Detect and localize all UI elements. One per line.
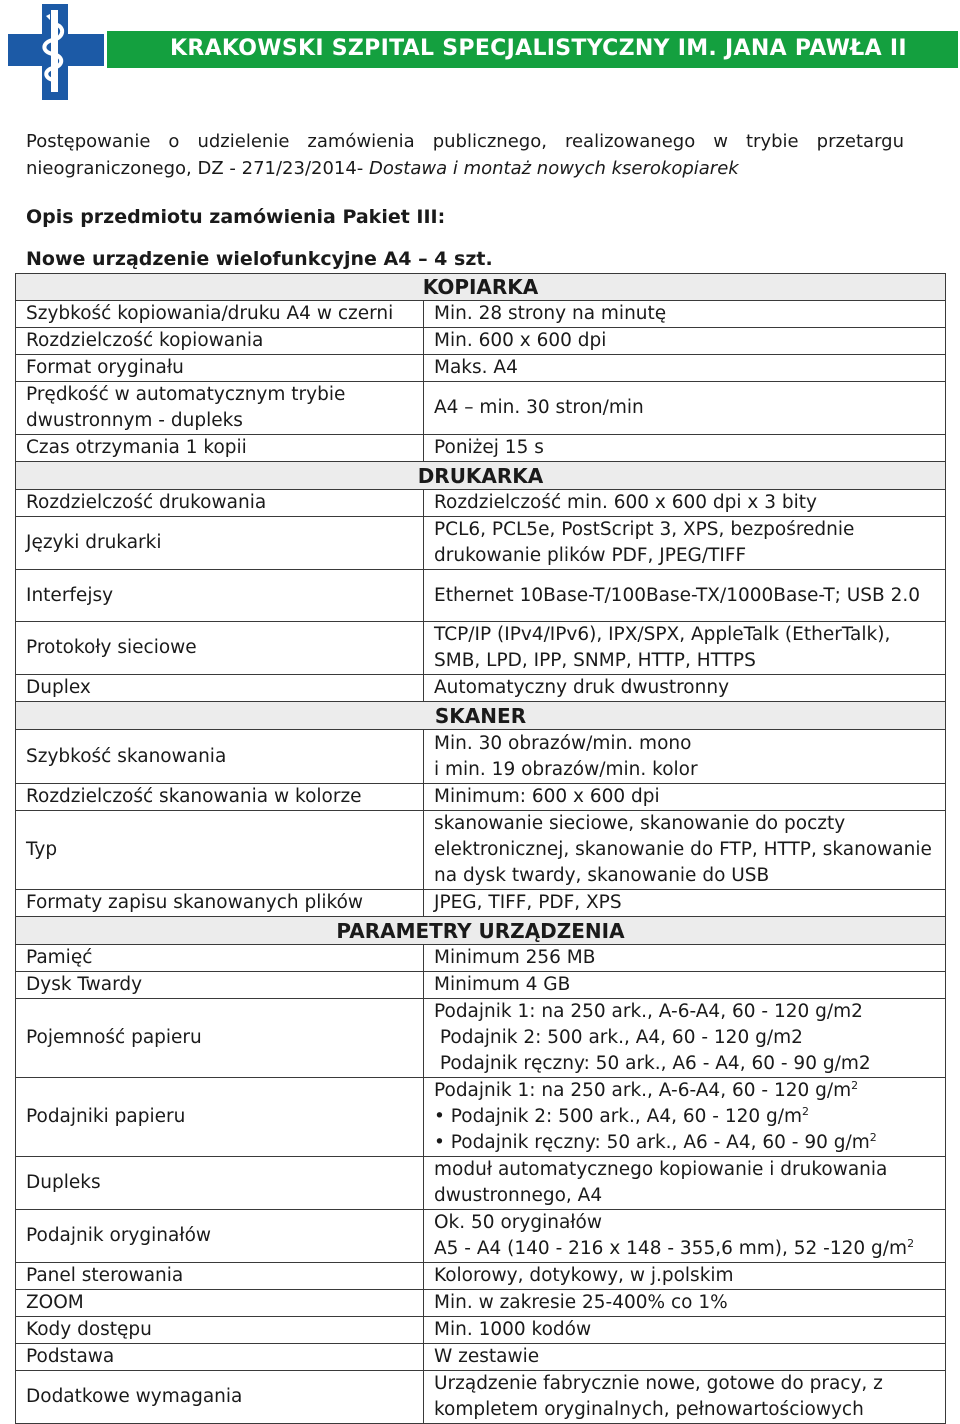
spec-label: Formaty zapisu skanowanych plików [16,890,424,917]
spec-label: Podajnik oryginałów [16,1210,424,1263]
spec-value: Minimum 4 GB [424,972,946,999]
table-row [16,811,946,890]
page-title: Opis przedmiotu zamówienia Pakiet III: [26,206,446,228]
intro-line-2 [26,155,904,182]
spec-label: Czas otrzymania 1 kopii [16,435,424,462]
spec-value-line: Podajnik 1: na 250 ark., A-6-A4, 60 - 120 g/m2 [434,1001,863,1022]
table-row [16,1263,946,1290]
header [0,0,960,100]
spec-value: JPEG, TIFF, PDF, XPS [424,890,946,917]
spec-label: Podstawa [16,1344,424,1371]
table-row [16,784,946,811]
spec-label: Języki drukarki [16,517,424,570]
superscript: 2 [851,1078,859,1092]
spec-label: Dupleks [16,1157,424,1210]
spec-value-text: • Podajnik 2: 500 ark., A4, 60 - 120 g/m [434,1106,803,1127]
spec-value: moduł automatycznego kopiowanie i drukowania dwustronnego, A4 [424,1157,946,1210]
spec-label: Rozdzielczość skanowania w kolorze [16,784,424,811]
spec-value: Kolorowy, dotykowy, w j.polskim [424,1263,946,1290]
spec-label: Pamięć [16,945,424,972]
spec-value-line: Podajnik 2: 500 ark., A4, 60 - 120 g/m2 [434,1027,803,1048]
spec-value: skanowanie sieciowe, skanowanie do poczty elektronicznej, skanowanie do FTP, HTTP, skanowanie na dysk twardy, skanowanie do USB [424,811,946,890]
table-row [16,517,946,570]
spec-value [424,730,946,784]
spec-value-text: Podajnik 1: na 250 ark., A-6-A4, 60 - 120 g/m [434,1080,852,1101]
spec-label: Podajniki papieru [16,1078,424,1157]
table-row [16,1317,946,1344]
table-row [16,570,946,622]
spec-label: Duplex [16,675,424,702]
spec-value [424,1078,946,1157]
spec-value: Automatyczny druk dwustronny [424,675,946,702]
table-row [16,1344,946,1371]
spec-label: Kody dostępu [16,1317,424,1344]
spec-value-line [434,1104,937,1130]
spec-value: Minimum: 600 x 600 dpi [424,784,946,811]
section-skaner: SKANER [16,702,946,730]
table-row [16,890,946,917]
spec-value: Urządzenie fabrycznie nowe, gotowe do pracy, z kompletem oryginalnych, pełnowartościowych [424,1371,946,1424]
table-row [16,1371,946,1424]
spec-value: W zestawie [424,1344,946,1371]
table-row [16,622,946,675]
table-row [16,301,946,328]
section-kopiarka: KOPIARKA [16,274,946,301]
spec-label: ZOOM [16,1290,424,1317]
spec-value-line: Podajnik ręczny: 50 ark., A6 - A4, 60 - 90 g/m2 [434,1053,871,1074]
page-subtitle: Nowe urządzenie wielofunkcyjne A4 – 4 szt. [26,248,493,270]
table-row [16,1078,946,1157]
spec-value-line [434,1236,937,1262]
spec-value-line [434,1130,937,1156]
spec-value-text: A5 - A4 (140 - 216 x 148 - 355,6 mm), 52 -120 g/m [434,1238,908,1259]
spec-label: Typ [16,811,424,890]
spec-label: Dodatkowe wymagania [16,1371,424,1424]
spec-value-line: Min. 30 obrazów/min. mono [434,732,692,754]
table-row [16,490,946,517]
table-row [16,675,946,702]
section-parametry: PARAMETRY URZĄDZENIA [16,917,946,945]
superscript: 2 [907,1236,915,1250]
table-row [16,328,946,355]
spec-label: Rozdzielczość kopiowania [16,328,424,355]
spec-value: Poniżej 15 s [424,435,946,462]
spec-value: A4 – min. 30 stron/min [424,382,946,435]
spec-value: Maks. A4 [424,355,946,382]
table-row [16,730,946,784]
spec-value-line: Ok. 50 oryginałów [434,1212,602,1233]
spec-value: Minimum 256 MB [424,945,946,972]
spec-label: Dysk Twardy [16,972,424,999]
spec-label: Pojemność papieru [16,999,424,1078]
spec-value-line [434,1078,937,1104]
procurement-intro [26,128,904,182]
spec-value: Min. 600 x 600 dpi [424,328,946,355]
spec-value: Min. w zakresie 25-400% co 1% [424,1290,946,1317]
table-row [16,999,946,1078]
section-drukarka: DRUKARKA [16,462,946,490]
spec-label: Interfejsy [16,570,424,622]
intro-subject: Dostawa i montaż nowych kserokopiarek [369,158,739,179]
spec-value: Ethernet 10Base-T/100Base-TX/1000Base-T; USB 2.0 [424,570,946,622]
spec-table [15,273,946,1424]
spec-value: Rozdzielczość min. 600 x 600 dpi x 3 bity [424,490,946,517]
spec-label: Szybkość skanowania [16,730,424,784]
spec-label: Prędkość w automatycznym trybie dwustronnym - dupleks [16,382,424,435]
table-row [16,972,946,999]
table-row [16,1210,946,1263]
spec-value: Min. 1000 kodów [424,1317,946,1344]
superscript: 2 [869,1130,877,1144]
hospital-name: KRAKOWSKI SZPITAL SPECJALISTYCZNY IM. JANA PAWŁA II [170,36,907,61]
spec-label: Rozdzielczość drukowania [16,490,424,517]
spec-label: Panel sterowania [16,1263,424,1290]
table-row [16,1157,946,1210]
spec-value: TCP/IP (IPv4/IPv6), IPX/SPX, AppleTalk (EtherTalk), SMB, LPD, IPP, SNMP, HTTP, HTTPS [424,622,946,675]
spec-value: PCL6, PCL5e, PostScript 3, XPS, bezpośrednie drukowanie plików PDF, JPEG/TIFF [424,517,946,570]
table-row [16,1290,946,1317]
table-row [16,945,946,972]
table-row [16,435,946,462]
table-row [16,355,946,382]
superscript: 2 [802,1104,810,1118]
spec-label: Szybkość kopiowania/druku A4 w czerni [16,301,424,328]
spec-label: Format oryginału [16,355,424,382]
intro-reference: nieograniczonego, DZ - 271/23/2014- [26,158,364,179]
spec-value [424,999,946,1078]
intro-line-1: Postępowanie o udzielenie zamówienia publicznego, realizowanego w trybie przetargu [26,131,904,152]
spec-value-text: • Podajnik ręczny: 50 ark., A6 - A4, 60 - 90 g/m [434,1132,870,1153]
spec-value [424,1210,946,1263]
spec-label: Protokoły sieciowe [16,622,424,675]
spec-value-line: i min. 19 obrazów/min. kolor [434,758,698,780]
table-row [16,382,946,435]
medical-cross-icon [6,2,108,102]
spec-value: Min. 28 strony na minutę [424,301,946,328]
